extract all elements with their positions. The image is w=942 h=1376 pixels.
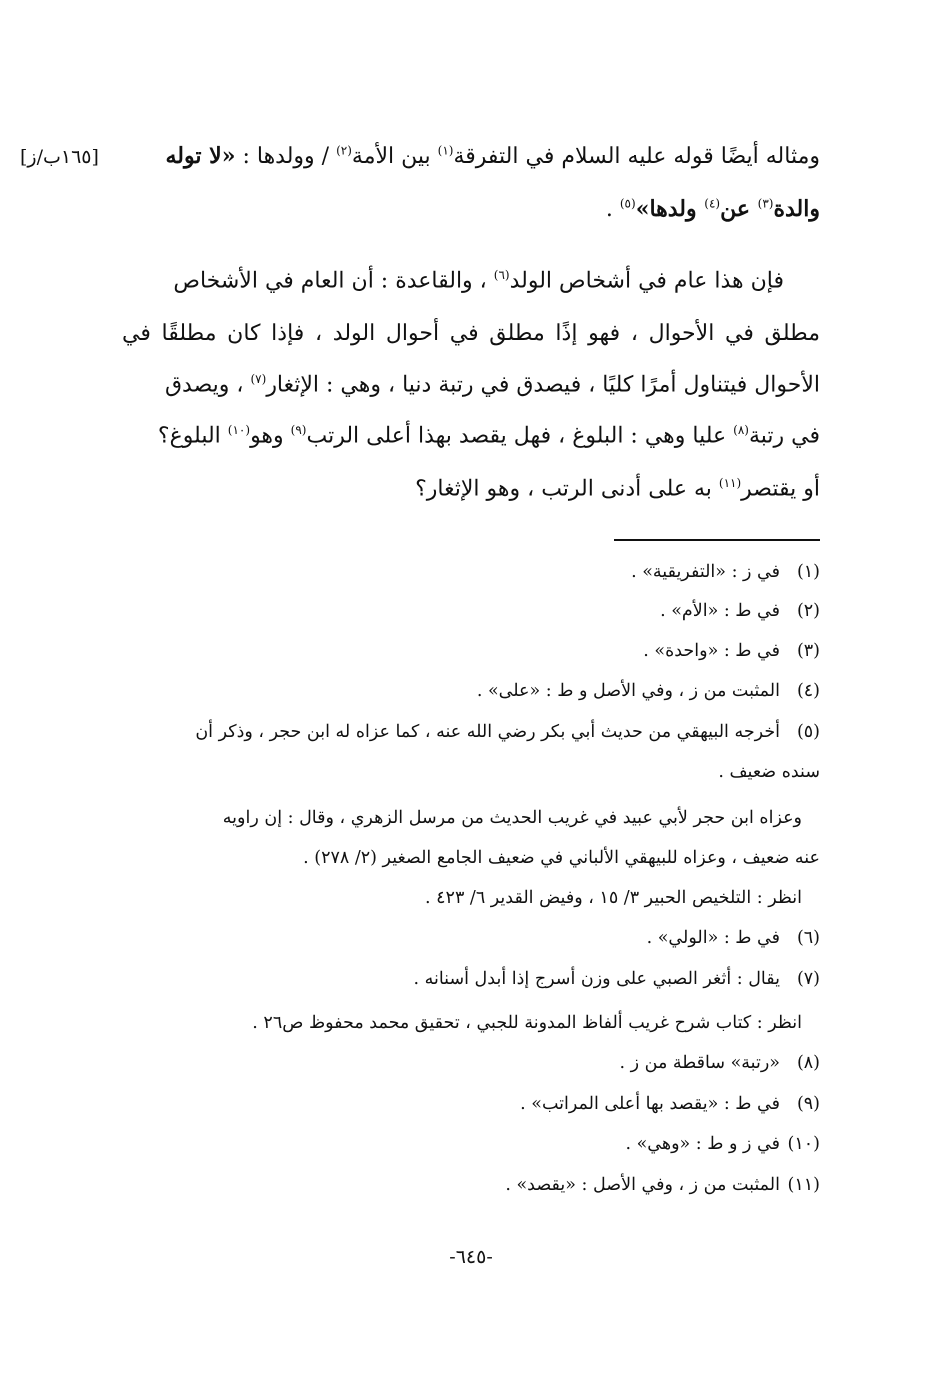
footnote-ref-3[interactable]: (٣): [757, 196, 774, 211]
footnote-ref-5[interactable]: (٥): [619, 196, 636, 211]
footnote-ref-10[interactable]: (١٠): [227, 423, 251, 437]
footnote-number: (٩): [796, 1094, 820, 1114]
footnote-text: في ط : «يقصد بها أعلى المراتب» .: [520, 1094, 780, 1114]
footnote-number: (١): [796, 562, 820, 582]
footnote-1: [631, 562, 820, 582]
text-run: به على أدنى الرتب ، وهو الإثغار؟: [415, 476, 719, 502]
body-line-6: [158, 423, 820, 448]
footnote-ref-4[interactable]: (٤): [704, 196, 721, 211]
footnote-5-extra-2: عنه ضعيف ، وعزاه للبيهقي الألباني في ضعيف الجامع الصغير (٢/ ٢٧٨) .: [303, 848, 820, 868]
footnote-separator: [614, 539, 820, 541]
footnote-11: [505, 1175, 820, 1195]
hadith-quote: عن: [720, 196, 758, 222]
body-line-1: [166, 143, 820, 169]
footnote-4: [477, 681, 820, 701]
body-line-3: [173, 268, 784, 293]
footnote-ref-1[interactable]: (١): [437, 143, 454, 158]
text-run: عليا وهي : البلوغ ، فهل يقصد بهذا أعلى الرتب: [306, 423, 734, 449]
footnote-number: (٨): [796, 1053, 820, 1073]
footnote-ref-7[interactable]: (٧): [250, 372, 267, 386]
footnote-text: «رتبة» ساقطة من ز .: [619, 1053, 780, 1073]
text-run: بين الأمة: [351, 144, 438, 169]
footnote-text: في ط : «الولي» .: [646, 928, 780, 948]
footnote-number: (٤): [796, 681, 820, 701]
body-line-7: [415, 476, 820, 501]
footnote-5: [195, 722, 820, 742]
hadith-quote: والدة: [773, 196, 820, 222]
footnote-7: [413, 969, 820, 989]
footnote-5-extra-3: انظر : التلخيص الحبير ٣/ ١٥ ، وفيض القدير ٦/ ٤٢٣ .: [425, 888, 802, 908]
text-run: أو يقتصر: [741, 476, 820, 502]
footnote-text: في ز : «التفريقية» .: [631, 562, 780, 582]
footnote-5-cont: سنده ضعيف .: [718, 762, 820, 782]
footnote-text: المثبت من ز ، وفي الأصل : «يقصد» .: [505, 1175, 780, 1195]
body-line-2: [606, 196, 820, 222]
footnote-6: [647, 928, 820, 948]
footnote-ref-2[interactable]: (٢): [336, 143, 352, 158]
footnote-text: في ط : «واحدة» .: [643, 641, 780, 661]
footnote-7-extra: انظر : كتاب شرح غريب ألفاظ المدونة للجبي ، تحقيق محمد محفوظ ص٢٦ .: [252, 1013, 802, 1033]
footnote-10: [625, 1134, 820, 1154]
footnote-8: [620, 1053, 820, 1073]
footnote-number: (١١): [787, 1175, 820, 1195]
footnote-number: (٢): [796, 601, 820, 621]
footnote-9: [520, 1094, 820, 1114]
footnote-5-extra-1: وعزاه ابن حجر لأبي عبيد في غريب الحديث من مرسل الزهري ، وقال : إن راويه: [222, 808, 802, 828]
footnote-number: (١٠): [787, 1134, 820, 1154]
footnote-number: (٣): [796, 641, 820, 661]
footnote-ref-8[interactable]: (٨): [733, 423, 749, 437]
body-line-4: مطلق في الأحوال ، فهو إذًا مطلق في أحوال الولد ، فإذا كان مطلقًا في: [122, 321, 820, 346]
footnote-ref-9[interactable]: (٩): [290, 423, 307, 437]
text-run: ، ويصدق: [164, 372, 251, 398]
text-run: في رتبة: [748, 423, 820, 449]
footnote-2: [660, 601, 820, 621]
hadith-quote-end: ولدها»: [635, 196, 705, 222]
text-run: الأحوال فيتناول أمرًا كليًا ، فيصدق في رتبة دنيا ، وهي : الإثغار: [266, 372, 820, 398]
footnote-number: (٦): [796, 928, 820, 948]
body-line-5: [165, 372, 820, 397]
text-run: ، والقاعدة : أن العام في الأشخاص: [173, 268, 494, 294]
text-run: وهو: [250, 423, 291, 449]
footnote-text: يقال : أثغر الصبي على وزن أسرج إذا أبدل أسنانه .: [413, 969, 780, 989]
footnote-number: (٧): [796, 969, 820, 989]
footnote-text: في ز و ط : «وهي» .: [625, 1134, 780, 1154]
margin-manuscript-ref: [١٦٥ب/ز]: [20, 146, 99, 168]
footnote-text: المثبت من ز ، وفي الأصل و ط : «على» .: [476, 681, 780, 701]
text-run: / وولدها :: [235, 144, 337, 169]
footnote-text: أخرجه البيهقي من حديث أبي بكر رضي الله عنه ، كما عزاه له ابن حجر ، وذكر أن: [195, 722, 780, 742]
text-run: البلوغ؟: [157, 423, 228, 449]
footnote-number: (٥): [796, 722, 820, 742]
footnote-3: [643, 641, 820, 661]
hadith-quote-start: «لا توله: [165, 143, 236, 169]
text-run: فإن هذا عام في أشخاص الولد: [509, 268, 784, 294]
footnote-ref-11[interactable]: (١١): [718, 476, 742, 490]
page-number: -٦٤٥-: [449, 1246, 493, 1268]
footnote-ref-6[interactable]: (٦): [493, 268, 510, 282]
text-run: .: [605, 197, 620, 222]
text-run: ومثاله أيضًا قوله عليه السلام في التفرقة: [453, 144, 820, 169]
footnote-text: في ط : «الأم» .: [660, 601, 780, 621]
